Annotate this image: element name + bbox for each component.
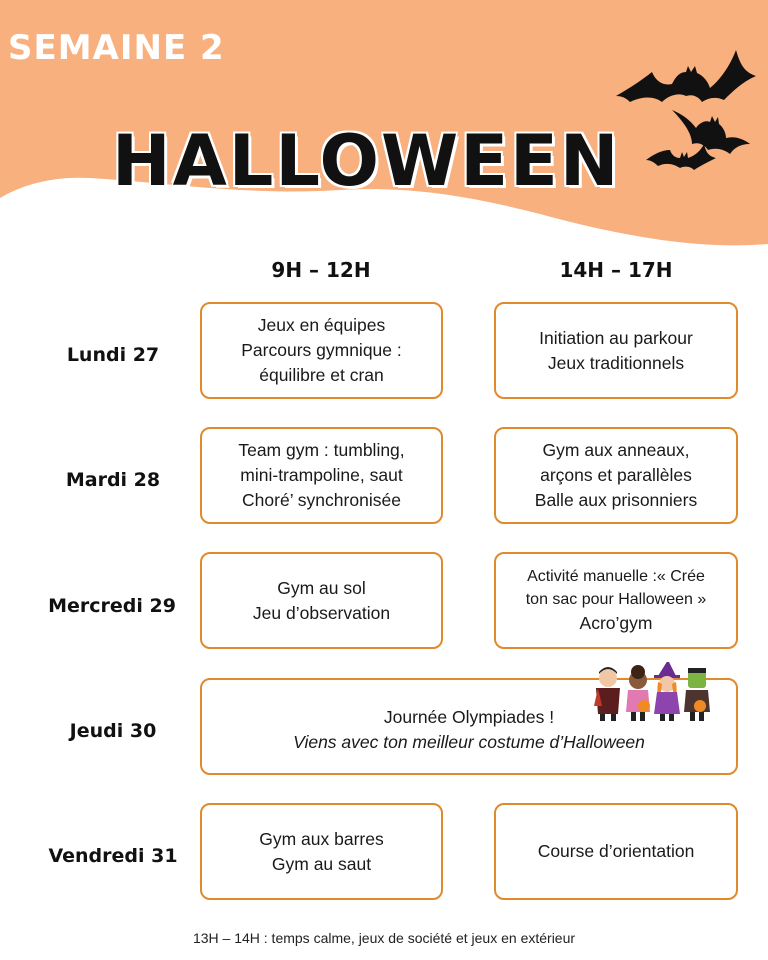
activity-line: Course d’orientation [537, 841, 695, 861]
activity-line: Team gym : tumbling, [238, 440, 405, 460]
day-label-mardi: Mardi 28 [65, 469, 161, 491]
day-label-vendredi: Vendredi 31 [48, 845, 178, 867]
activity-box-mardi-morning [200, 427, 443, 524]
activity-line: Initiation au parkour [539, 327, 693, 348]
activity-box-lundi-morning [200, 302, 443, 399]
day-label-jeudi: Jeudi 30 [69, 720, 157, 742]
activity-box-mercredi-afternoon [494, 552, 738, 649]
activity-line: Jeux en équipes [257, 315, 386, 335]
activity-line: Gym au saut [271, 853, 372, 874]
activity-line: Gym aux anneaux, [542, 440, 690, 460]
activity-line: Journée Olympiades ! [383, 706, 555, 727]
activity-line: Balle aux prisonniers [534, 490, 698, 510]
activity-box-vendredi-afternoon [494, 803, 738, 900]
activity-line: mini-trampoline, saut [240, 465, 403, 485]
bats-icon [612, 36, 758, 172]
activity-box-lundi-afternoon [494, 302, 738, 399]
activity-box-mardi-afternoon [494, 427, 738, 524]
column-header-afternoon: 14H – 17H [559, 258, 673, 282]
activity-line: Acro’gym [579, 613, 653, 633]
activity-line: équilibre et cran [259, 365, 384, 385]
column-header-morning: 9H – 12H [271, 258, 371, 282]
week-label: SEMAINE 2 [8, 28, 225, 68]
day-label-mercredi: Mercredi 29 [48, 595, 176, 617]
day-label-lundi: Lundi 27 [66, 344, 160, 366]
page-title: HALLOWEEN [112, 120, 621, 202]
activity-line: ton sac pour Halloween » [525, 591, 707, 608]
activity-line: Activité manuelle :« Crée [527, 568, 705, 585]
activity-line: Choré’ synchronisée [242, 490, 401, 510]
activity-line: Gym au sol [277, 577, 366, 598]
activity-line: Parcours gymnique : [241, 340, 402, 360]
footer-note: 13H – 14H : temps calme, jeux de société et jeux en extérieur [192, 930, 576, 946]
activity-line: arçons et parallèles [540, 465, 692, 485]
activity-line: Jeu d’observation [252, 602, 391, 623]
activity-box-mercredi-morning [200, 552, 443, 649]
costumed-kids-icon [592, 662, 714, 722]
activity-line: Gym aux barres [259, 828, 384, 849]
activity-line: Viens avec ton meilleur costume d’Halloween [293, 731, 645, 752]
activity-line: Jeux traditionnels [547, 352, 685, 373]
activity-box-vendredi-morning [200, 803, 443, 900]
